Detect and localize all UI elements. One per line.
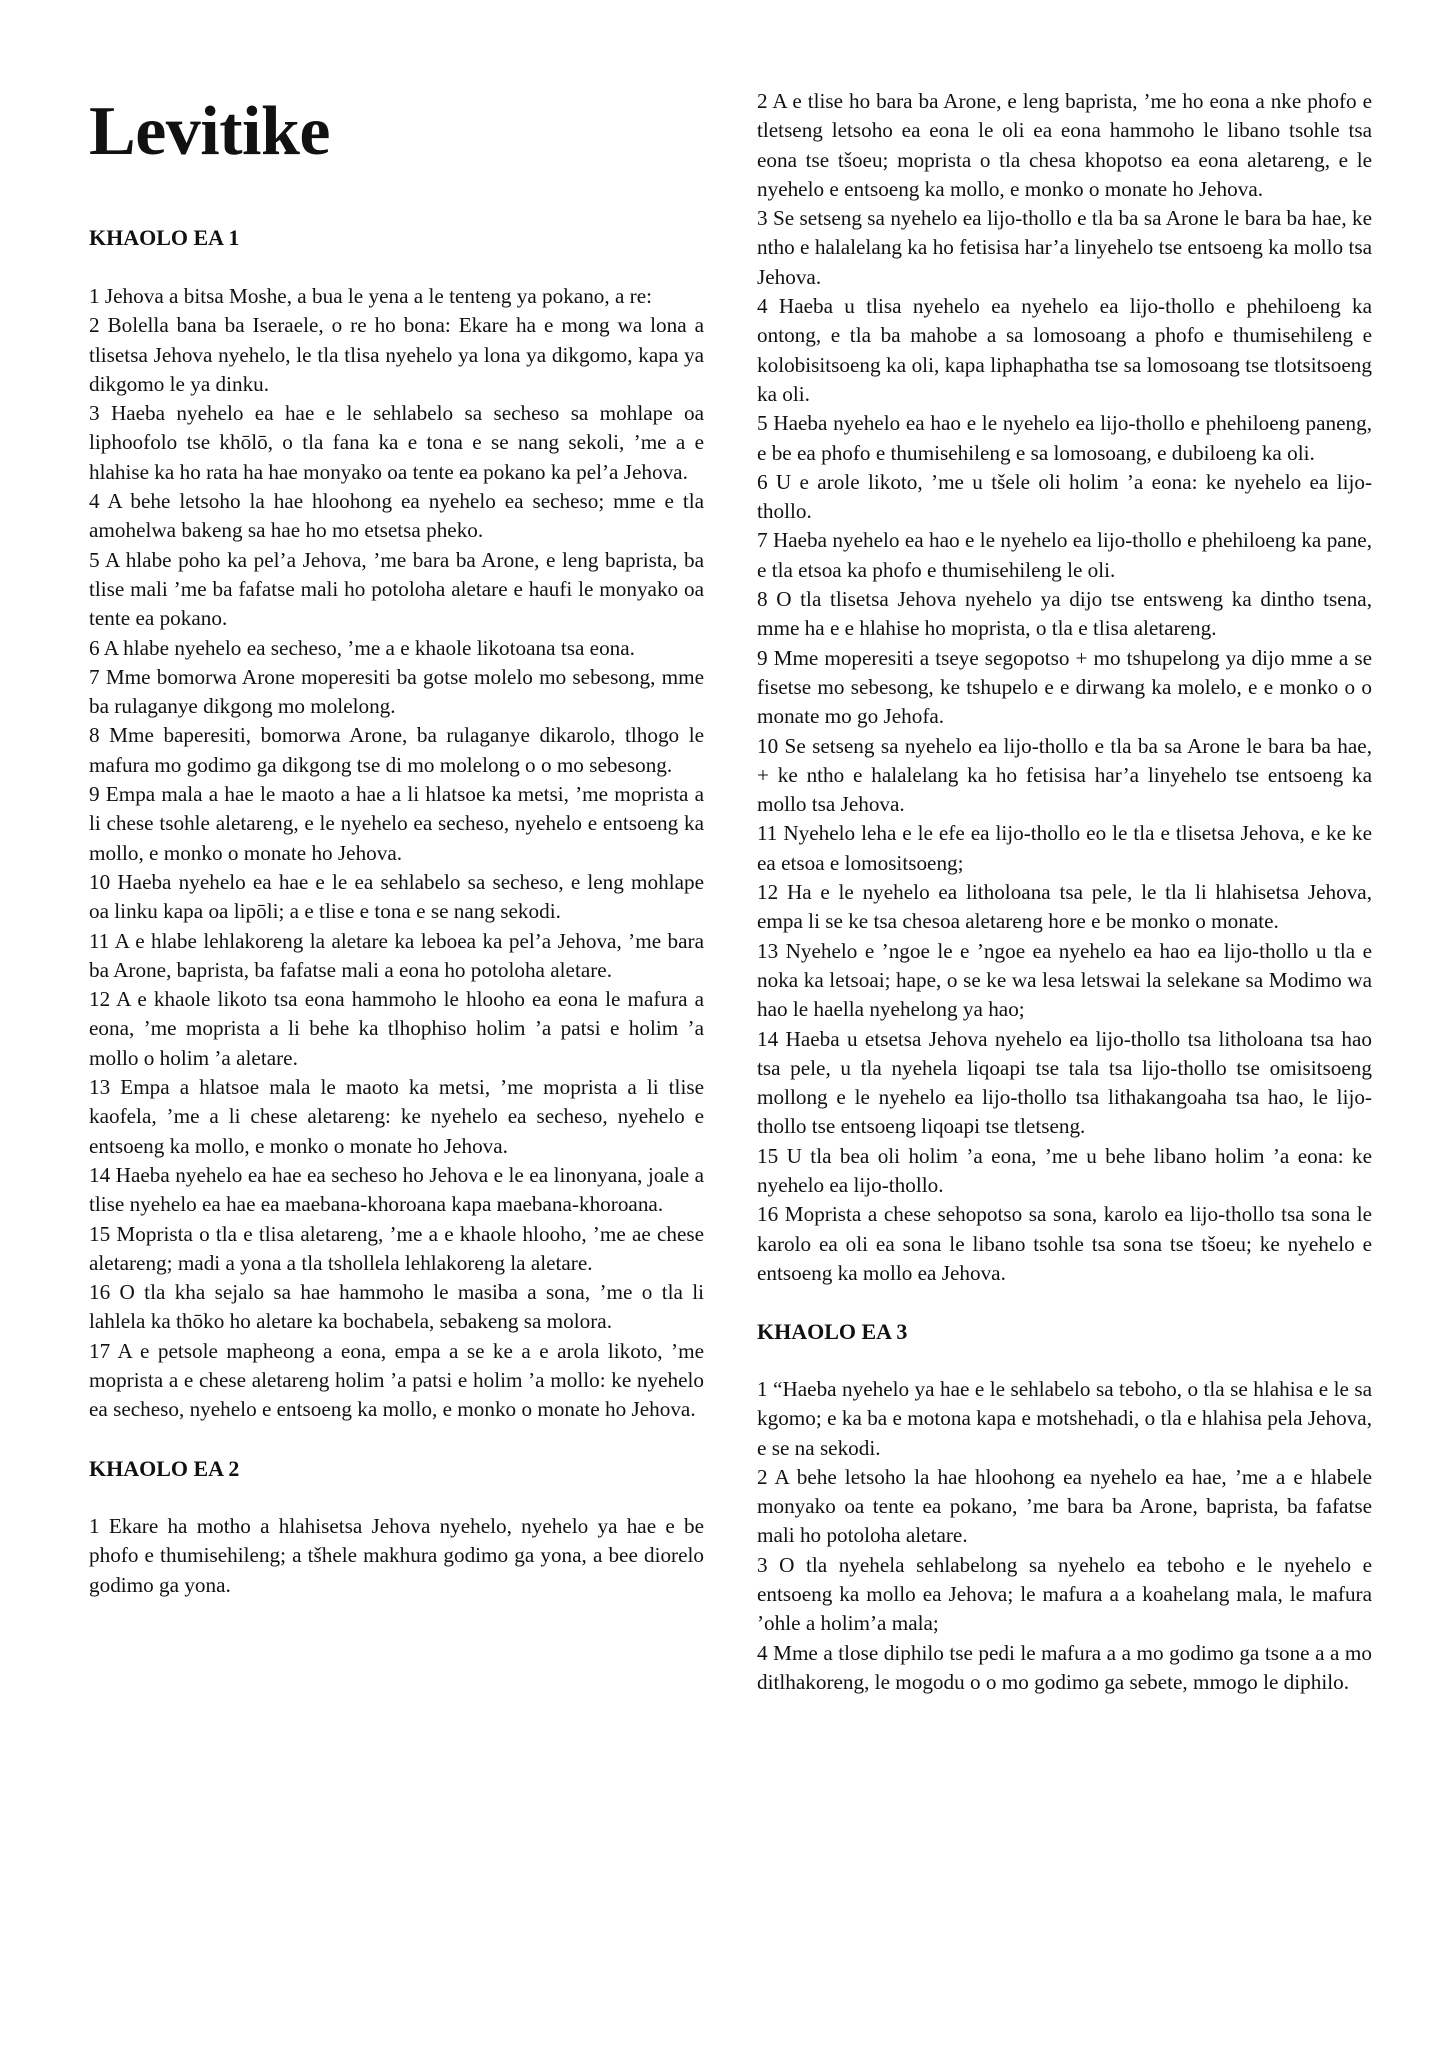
verse: 3 O tla nyehela sehlabelong sa nyehelo ea teboho e le nyehelo e entsoeng ka mollo ea Jehova; le mafura a a koahelang mala, le mafura ’ohle a holim’a mala;	[757, 1552, 1372, 1636]
verse: 7 Mme bomorwa Arone moperesiti ba gotse molelo mo sebesong, mme ba rulaganye dikgong mo molelong.	[89, 664, 704, 719]
verse: 8 Mme baperesiti, bomorwa Arone, ba rulaganye dikarolo, tlhogo le mafura mo godimo ga dikgong tse di mo molelong o o mo sebesong.	[89, 723, 704, 777]
verse: 9 Mme moperesiti a tseye segopotso + mo tshupelong ya dijo mme a se fisetse mo sebesong, ke tshupelo e e dirwang ka molelo, e e monko o o monate mo go Jehofa.	[757, 645, 1372, 729]
verse: 8 O tla tlisetsa Jehova nyehelo ya dijo tse entsweng ka dintho tsena, mme ha e e hlahise ho moprista, o tla e tlisa aletareng.	[757, 587, 1372, 641]
chapter-heading-1: KHAOLO EA 1	[89, 225, 240, 250]
verse: 14 Haeba nyehelo ea hae ea secheso ho Jehova e le ea linonyana, joale a tlise nyehelo ea hae ea maebana-khoroana kapa maebana-khoroana.	[89, 1162, 704, 1217]
verse: 12 A e khaole likoto tsa eona hammoho le hlooho ea eona le mafura a eona, ’me moprista a li behe ka tlhophiso holim ’a patsi e holim ’a mollo o holim ’a aletare.	[89, 987, 704, 1070]
verse: 11 A e hlabe lehlakoreng la aletare ka leboea ka pel’a Jehova, ’me bara ba Arone, baprista, ba fafatse mali a eona ho potoloha aletare.	[89, 928, 704, 982]
verse: 14 Haeba u etsetsa Jehova nyehelo ea lijo-thollo tsa litholoana tsa hao tsa pele, u tla nyehela liqoapi tse tala tsa lijo-thollo tse omisitsoeng mollong e le nyehelo ea lijo-thollo tsa lithakangoaha tsa hao, le lijo-thollo tse entsoeng liqoapi tse tletseng.	[757, 1026, 1372, 1139]
verse: 3 Haeba nyehelo ea hae e le sehlabelo sa secheso sa mohlape oa liphoofolo tse khōlō, o tla fana ka e tona e se nang sekoli, ’me a e hlahise ka ho rata ha hae monyako oa tente ea pokano ka pel’a Jehova.	[89, 401, 704, 484]
verse: 2 Bolella bana ba Iseraele, o re ho bona: Ekare ha e mong wa lona a tlisetsa Jehova nyehelo, le tla tlisa nyehelo ya lona ya dikgomo, kapa ya dikgomo le ya dinku.	[89, 313, 704, 396]
verse: 6 U e arole likoto, ’me u tšele oli holim ’a eona: ke nyehelo ea lijo-thollo.	[757, 469, 1372, 524]
verse: 9 Empa mala a hae le maoto a hae a li hlatsoe ka metsi, ’me moprista a li chese tsohle aletareng, e le nyehelo ea secheso, nyehelo e entsoeng ka mollo, e monko o monate ho Jehova.	[89, 782, 704, 865]
chapter-1-verses	[89, 282, 704, 1425]
verse: 6 A hlabe nyehelo ea secheso, ’me a e khaole likotoana tsa eona.	[89, 635, 635, 660]
verse: 4 A behe letsoho la hae hloohong ea nyehelo ea secheso; mme e tla amohelwa bakeng sa hae ho mo etsetsa pheko.	[89, 489, 704, 543]
verse: 1 Ekare ha motho a hlahisetsa Jehova nyehelo, nyehelo ya hae e be phofo e thumisehileng; a tšhele makhura godimo ga yona, a bee diorelo godimo ga yona.	[89, 1514, 704, 1597]
chapter-2-verses-left	[89, 1512, 704, 1600]
verse: 1 “Haeba nyehelo ya hae e le sehlabelo sa teboho, o tla se hlahisa e le sa kgomo; e ka ba e motona kapa e motshehadi, o tla e hlahisa pela Jehova, e se na sekodi.	[757, 1377, 1372, 1460]
verse: 5 A hlabe poho ka pel’a Jehova, ’me bara ba Arone, e leng baprista, ba tlise mali ’me ba fafatse mali ho potoloha aletare e haufi le monyako oa tente ea pokano.	[89, 547, 704, 631]
verse: 17 A e petsole mapheong a eona, empa a se ke a e arola likoto, ’me moprista a e chese aletareng holim ’a patsi e holim ’a mollo: ke nyehelo ea secheso, nyehelo e entsoeng ka mollo, e monko o monate ho Jehova.	[89, 1338, 704, 1422]
verse: 4 Mme a tlose diphilo tse pedi le mafura a a mo godimo ga tsone a a mo ditlhakoreng, le mogodu o o mo godimo ga sebete, mmogo le diphilo.	[757, 1640, 1372, 1694]
verse: 12 Ha e le nyehelo ea litholoana tsa pele, le tla li hlahisetsa Jehova, empa li se ke tsa chesoa aletareng hore e be monko o monate.	[757, 880, 1372, 934]
verse: 10 Se setseng sa nyehelo ea lijo-thollo e tla ba sa Arone le bara ba hae, + ke ntho e halalelang ka ho fetisisa har’a linyehelo tse entsoeng ka mollo tsa Jehova.	[757, 733, 1372, 817]
chapter-heading-2: KHAOLO EA 2	[89, 1456, 240, 1481]
verse: 15 U tla bea oli holim ’a eona, ’me u behe libano holim ’a eona: ke nyehelo ea lijo-thollo.	[757, 1143, 1372, 1197]
verse: 13 Nyehelo e ’ngoe le e ’ngoe ea nyehelo ea hao ea lijo-thollo u tla e noka ka letsoai; hape, o se ke wa lesa letswai la selekane sa Modimo wa hao le haella nyehelong ya hao;	[757, 938, 1372, 1022]
book-title: Levitike	[89, 93, 330, 170]
verse: 3 Se setseng sa nyehelo ea lijo-thollo e tla ba sa Arone le bara ba hae, ke ntho e halalelang ka ho fetisisa har’a linyehelo tse entsoeng ka mollo tsa Jehova.	[757, 206, 1372, 289]
verse: 16 O tla kha sejalo sa hae hammoho le masiba a sona, ’me o tla li lahlela ka thōko ho aletare ka bochabela, sebakeng sa molora.	[89, 1280, 704, 1334]
verse: 13 Empa a hlatsoe mala le maoto ka metsi, ’me moprista a li tlise kaofela, ’me a li chese aletareng: ke nyehelo ea secheso, nyehelo e entsoeng ka mollo, e monko o monate ho Jehova.	[89, 1075, 704, 1158]
verse: 16 Moprista a chese sehopotso sa sona, karolo ea lijo-thollo tsa sona le karolo ea oli ea sona le libano tsohle tsa sona tse tšoeu; ke nyehelo e entsoeng ka mollo ea Jehova.	[757, 1202, 1372, 1285]
chapter-3-verses	[757, 1375, 1372, 1697]
chapter-2-verses-right	[757, 87, 1372, 1288]
verse: 10 Haeba nyehelo ea hae e le ea sehlabelo sa secheso, e leng mohlape oa linku kapa oa lipōli; a e tlise e tona e se nang sekodi.	[89, 869, 704, 924]
chapter-heading-3: KHAOLO EA 3	[757, 1319, 908, 1344]
verse: 4 Haeba u tlisa nyehelo ea nyehelo ea lijo-thollo e phehiloeng ka ontong, e tla ba mahobe a sa lomosoang a phofo e thumisehileng e kolobisitsoeng ka oli, kapa liphaphatha tse sa lomosoang tse tlotsitsoeng ka oli.	[757, 294, 1372, 406]
verse: 7 Haeba nyehelo ea hao e le nyehelo ea lijo-thollo e phehiloeng ka pane, e tla etsoa ka phofo e thumisehileng le oli.	[757, 528, 1372, 582]
verse: 2 A behe letsoho la hae hloohong ea nyehelo ea hae, ’me a e hlabele monyako oa tente ea pokano, ’me bara ba Arone, baprista, ba fafatse mali ho potoloha aletare.	[757, 1464, 1372, 1548]
verse: 15 Moprista o tla e tlisa aletareng, ’me a e khaole hlooho, ’me ae chese aletareng; madi a yona a tla tshollela lehlakoreng la aletare.	[89, 1221, 704, 1275]
verse: 1 Jehova a bitsa Moshe, a bua le yena a le tenteng ya pokano, a re:	[89, 284, 653, 308]
verse: 11 Nyehelo leha e le efe ea lijo-thollo eo le tla e tlisetsa Jehova, e ke ke ea etsoa e lomositsoeng;	[757, 821, 1372, 875]
verse: 5 Haeba nyehelo ea hao e le nyehelo ea lijo-thollo e phehiloeng paneng, e be ea phofo e thumisehileng e sa lomosoang, e dubiloeng ka oli.	[757, 411, 1372, 465]
verse: 2 A e tlise ho bara ba Arone, e leng baprista, ’me ho eona a nke phofo e tletseng letsoho ea eona le oli ea eona hammoho le libano tsohle tsa eona tse tšoeu; moprista o tla chesa khopotso ea eona aletareng, e le nyehelo e entsoeng ka mollo, e monko o monate ho Jehova.	[757, 89, 1372, 201]
